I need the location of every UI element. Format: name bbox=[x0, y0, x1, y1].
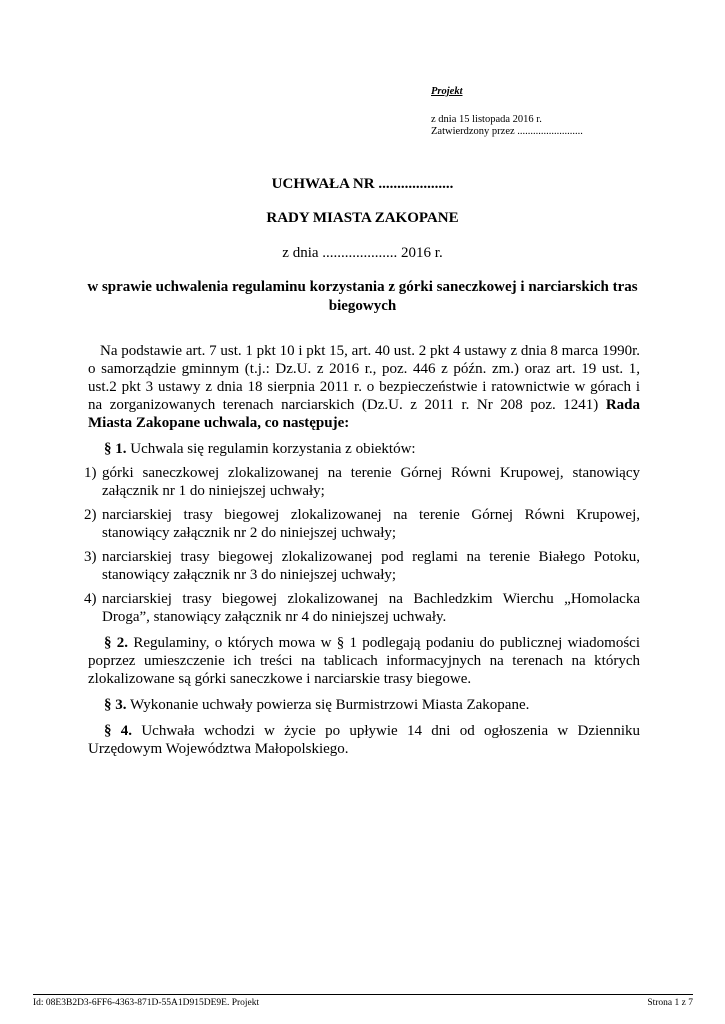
list-item bbox=[84, 590, 640, 626]
list-item bbox=[84, 506, 640, 542]
list-item-number: 4) bbox=[84, 591, 97, 607]
list-item bbox=[84, 464, 640, 500]
list-item-text: narciarskiej trasy biegowej zlokalizowanej na terenie Górnej Równi Krupowej, stanowiący załącznik nr 2 do niniejszej uchwały; bbox=[102, 507, 640, 541]
document-header bbox=[431, 86, 583, 139]
section-1 bbox=[88, 440, 640, 458]
section-1-text: Uchwala się regulamin korzystania z obiektów: bbox=[130, 441, 416, 457]
section-1-label: § 1. bbox=[104, 441, 127, 457]
project-label: Projekt bbox=[431, 86, 463, 97]
section-2-label: § 2. bbox=[104, 635, 129, 651]
resolution-date: z dnia .................... 2016 r. bbox=[282, 245, 443, 261]
section-4-text: Uchwała wchodzi w życie po upływie 14 dni od ogłoszenia w Dzienniku Urzędowym Województwa Małopolskiego. bbox=[88, 723, 641, 757]
list-item-number: 1) bbox=[84, 465, 97, 481]
document-id: Id: 08E3B2D3-6FF6-4363-871D-55A1D915DE9E. Projekt bbox=[33, 998, 260, 1008]
council-name: RADY MIASTA ZAKOPANE bbox=[266, 210, 459, 226]
section-2-text: Regulaminy, o których mowa w § 1 podlegają podaniu do publicznej wiadomości poprzez umieszczenie ich treści na tablicach informacyjnych na terenach na których zlokalizowane są górki saneczkowe i narciarskie trasy biegowe. bbox=[88, 635, 641, 687]
list-item-text: narciarskiej trasy biegowej zlokalizowanej na Bachledzkim Wierchu „Homolacka Droga”, stanowiący załącznik nr 4 do niniejszej uchwały. bbox=[102, 591, 640, 625]
resolution-subject: w sprawie uchwalenia regulaminu korzystania z górki saneczkowej i narciarskich tras biegowych bbox=[87, 279, 638, 314]
approved-by-line: Zatwierdzony przez ......................... bbox=[431, 126, 583, 137]
resolution-body bbox=[84, 342, 641, 758]
footer-divider bbox=[33, 994, 693, 995]
list-item-text: narciarskiej trasy biegowej zlokalizowanej pod reglami na terenie Białego Potoku, stanowiący załącznik nr 3 do niniejszej uchwały; bbox=[102, 549, 640, 583]
section-2 bbox=[88, 634, 640, 688]
preamble-decree: Rada Miasta Zakopane uchwala, co następuje: bbox=[88, 397, 641, 431]
preamble bbox=[88, 342, 640, 432]
section-3 bbox=[88, 696, 640, 714]
list-item-number: 2) bbox=[84, 507, 97, 523]
section-4-label: § 4. bbox=[104, 723, 133, 739]
header-date: z dnia 15 listopada 2016 r. bbox=[431, 113, 542, 125]
section-3-label: § 3. bbox=[104, 697, 127, 713]
resolution-number: UCHWAŁA NR .................... bbox=[271, 176, 454, 192]
section-4 bbox=[88, 722, 640, 758]
list-item-number: 3) bbox=[84, 549, 97, 565]
list-item bbox=[84, 548, 640, 584]
page-number: Strona 1 z 7 bbox=[647, 998, 693, 1008]
preamble-text: Na podstawie art. 7 ust. 1 pkt 10 i pkt 15, art. 40 ust. 2 pkt 4 ustawy z dnia 8 marca 1990r. o samorządzie gminnym (t.j.: Dz.U. z 2016 r., poz. 446 z późn. zm.) oraz art. 19 ust. 1, ust.2 pkt 3 ustawy z dnia 18 sierpnia 2011 r. o bezpieczeństwie i ratownictwie w górach i na zorganizowanych terenach narciarskich (Dz.U. z 2011 r. Nr 208 poz. 1241) bbox=[88, 343, 640, 413]
list-item-text: górki saneczkowej zlokalizowanej na terenie Górnej Równi Krupowej, stanowiący załącznik nr 1 do niniejszej uchwały; bbox=[102, 465, 640, 499]
objects-list bbox=[84, 464, 640, 626]
section-3-text: Wykonanie uchwały powierza się Burmistrzowi Miasta Zakopane. bbox=[129, 697, 530, 713]
